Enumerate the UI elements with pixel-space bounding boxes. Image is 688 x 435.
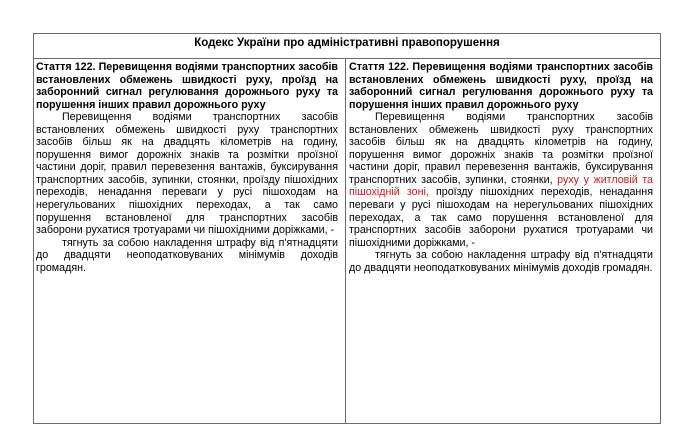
code-title: Кодекс України про адміністративні правопорушення: [194, 37, 500, 49]
proposed-version-column: [349, 61, 653, 274]
column-divider: [345, 59, 346, 423]
body-text-after: проїзду пішохідних переходів, ненадання переваги у русі пішоходам на нерегульованих пішохідних переходах, а так само порушення встановленої для транспортних засобів заборони рухатися тротуарами чи пішохідними доріжками, -: [349, 186, 653, 249]
article-title: Стаття 122. Перевищення водіями транспортних засобів встановлених обмежень швидкості руху, проїзд на заборонний сигнал регулювання дорожнього руху та порушення інших правил дорожнього руху: [36, 61, 338, 111]
article-title: Стаття 122. Перевищення водіями транспортних засобів встановлених обмежень швидкості руху, проїзд на заборонний сигнал регулювання дорожнього руху та порушення інших правил дорожнього руху: [349, 61, 653, 111]
article-body: Перевищення водіями транспортних засобів встановлених обмежень швидкості руху транспортних засобів більш як на двадцять кілометрів на годину, порушення вимог дорожніх знаків та розмітки проїзної частини доріг, правил перевезення вантажів, буксирування транспортних засобів, зупинки, стоянки, проїзду пішохідних переходів, ненадання переваги у русі пішоходам на нерегульованих пішохідних переходах, а так само порушення встановленої для транспортних засобів заборони рухатися тротуарами чи пішохідними доріжками, -: [36, 111, 338, 237]
amendment-highlight: руху у житловій та пішохідній зоні,: [349, 173, 653, 199]
article-body: [349, 111, 653, 249]
article-penalty: тягнуть за собою накладення штрафу від п'ятнадцяти до двадцяти неоподатковуваних мінімумів доходів громадян.: [36, 236, 338, 274]
table-header: [34, 34, 660, 59]
body-text-before: Перевищення водіями транспортних засобів встановлених обмежень швидкості руху транспортних засобів більш як на двадцять кілометрів на годину, порушення вимог дорожніх знаків та розмітки проїзної частини доріг, правил перевезення вантажів, буксирування транспортних засобів, зупинки, стоянки,: [349, 111, 653, 186]
current-version-column: [36, 61, 338, 274]
article-penalty: тягнуть за собою накладення штрафу від п'ятнадцяти до двадцяти неоподатковуваних мінімумів доходів громадян.: [349, 249, 653, 274]
comparison-table: [33, 33, 661, 424]
